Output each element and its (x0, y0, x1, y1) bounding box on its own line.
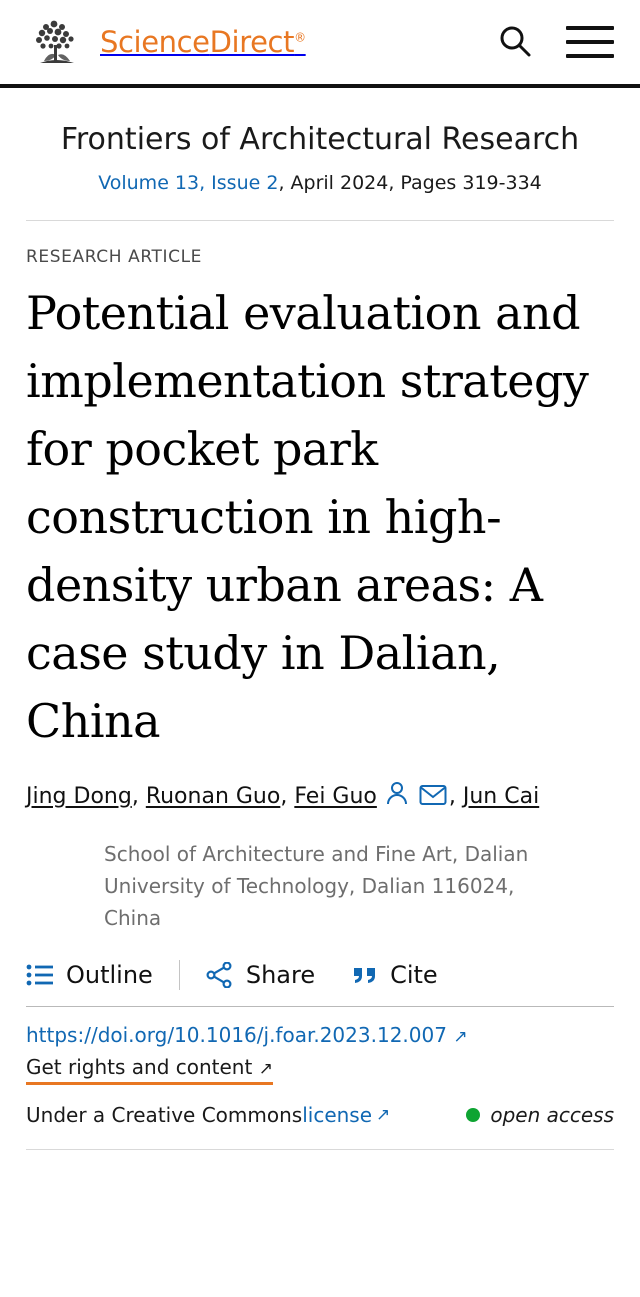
share-label: Share (245, 960, 316, 989)
license-link[interactable]: license (302, 1102, 373, 1127)
quote-icon (352, 964, 378, 986)
author-link-3[interactable]: Fei Guo (294, 783, 377, 809)
journal-header (26, 88, 614, 221)
license-prefix: Under a Creative Commons (26, 1102, 303, 1127)
license-external-link-icon: ↗ (376, 1104, 391, 1125)
doi-text: https://doi.org/10.1016/j.foar.2023.12.007 (26, 1022, 447, 1047)
cite-button[interactable] (352, 961, 438, 989)
get-rights-and-content-link[interactable] (26, 1055, 273, 1085)
article-links (26, 1007, 614, 1150)
external-link-icon: ↗ (453, 1026, 468, 1047)
search-icon (498, 24, 532, 61)
article-toolbar (26, 960, 614, 1007)
menu-button[interactable] (566, 26, 614, 58)
open-access-label: open access (490, 1102, 614, 1127)
share-button[interactable] (206, 961, 315, 989)
journal-volume-issue-link[interactable]: Volume 13, Issue 2 (98, 172, 279, 194)
outline-label: Outline (66, 960, 153, 989)
brand-wordmark (100, 25, 306, 59)
article-type-label: RESEARCH ARTICLE (26, 247, 203, 267)
search-button[interactable] (498, 24, 532, 61)
rights-external-link-icon: ↗ (258, 1058, 273, 1079)
toolbar-divider (179, 960, 180, 990)
license-row (26, 1103, 614, 1127)
cite-label: Cite (390, 960, 438, 989)
author-link-1[interactable]: Jing Dong (26, 783, 132, 809)
author-profile-icon[interactable] (385, 780, 409, 816)
author-separator-1: , (131, 783, 139, 809)
outline-icon (26, 963, 54, 987)
article-container (0, 88, 640, 1150)
section-divider (26, 1149, 614, 1150)
author-email-icon[interactable] (419, 783, 447, 816)
brand-direct: Direct (209, 25, 295, 59)
open-access-badge (466, 1103, 614, 1127)
elsevier-tree-icon (26, 17, 88, 67)
author-link-2[interactable]: Ruonan Guo (145, 783, 281, 809)
hamburger-menu-icon (566, 26, 614, 58)
author-separator-2: , (280, 783, 288, 809)
rights-label: Get rights and content (26, 1054, 253, 1079)
outline-button[interactable] (26, 961, 153, 989)
page-title: Potential evaluation and implementation strategy for pocket park construction in high-density urban areas: A case study in Dalian, China (26, 286, 589, 749)
header-actions (498, 24, 614, 61)
site-header (0, 0, 640, 88)
author-link-4[interactable]: Jun Cai (462, 783, 540, 809)
brand-science: Science (100, 25, 210, 59)
brand-registered-mark: ® (294, 30, 306, 45)
journal-issue-meta (26, 172, 614, 194)
doi-link[interactable] (26, 1023, 614, 1047)
toolbar-spacer (333, 960, 334, 990)
author-icon-separator: , (448, 783, 456, 809)
author-list (26, 780, 614, 816)
sciencedirect-logo[interactable] (26, 17, 498, 67)
share-icon (206, 962, 234, 988)
journal-title: Frontiers of Architectural Research (60, 122, 580, 157)
author-affiliation: School of Architecture and Fine Art, Dalian University of Technology, Dalian 116024, China (104, 841, 529, 930)
journal-issue-date: , April 2024, Pages 319-334 (278, 172, 542, 194)
open-access-dot-icon (466, 1108, 480, 1122)
